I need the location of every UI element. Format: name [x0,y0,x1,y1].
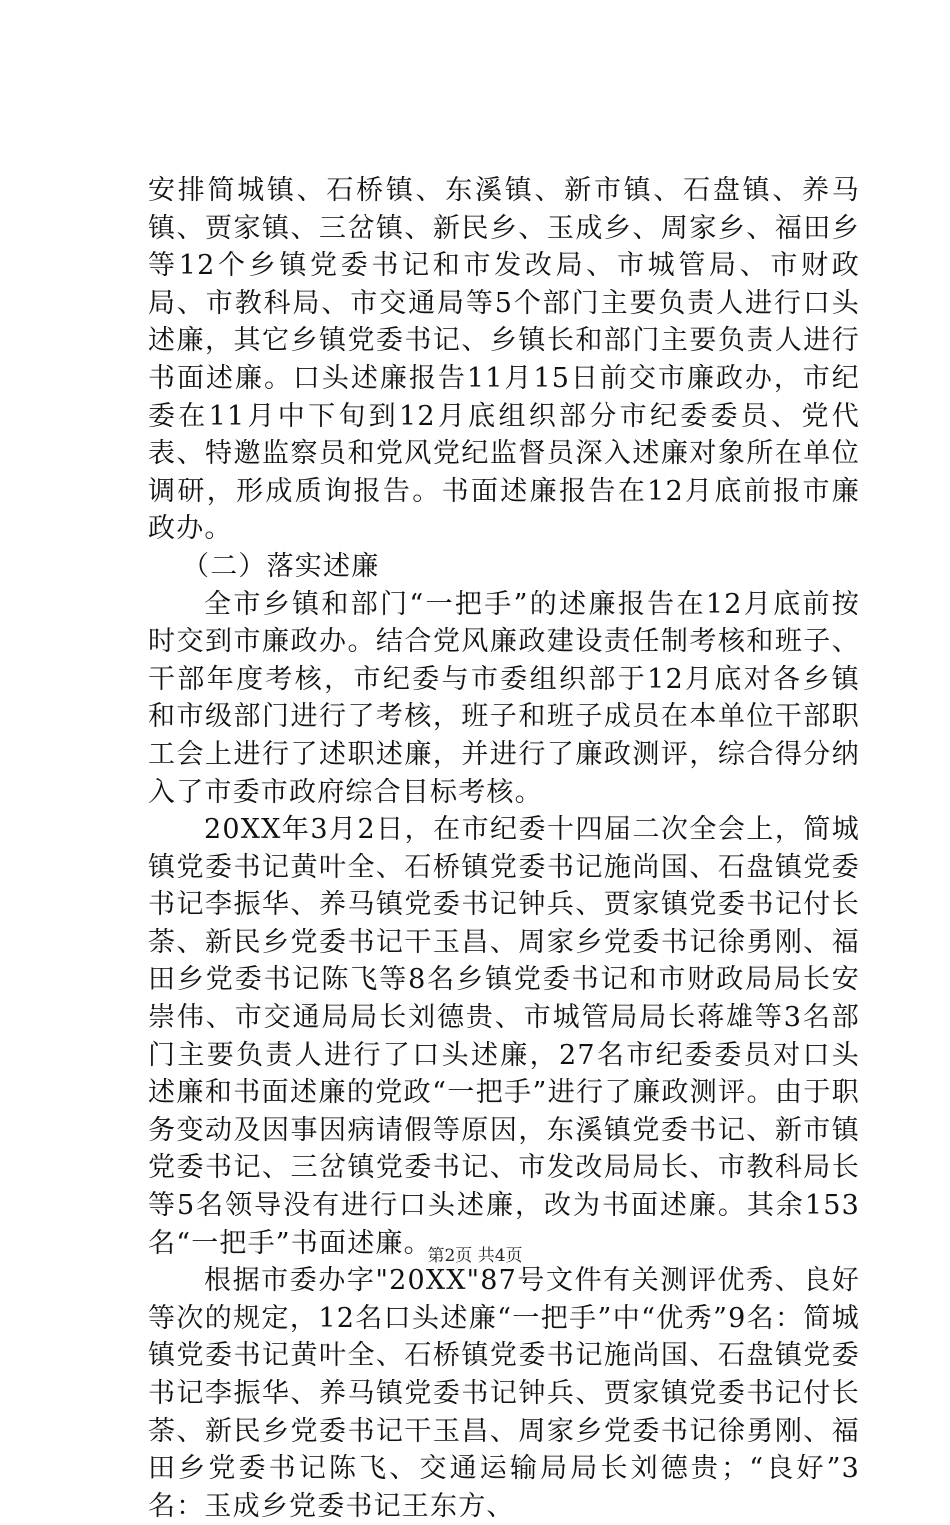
document-body [148,172,860,1525]
paragraph-evaluation-results: 根据市委办字"20XX"87号文件有关测评优秀、良好等次的规定，12名口头述廉“一把手”中“优秀”9名：简城镇党委书记黄叶全、石桥镇党委书记施尚国、石盘镇党委书记李振华、养马镇党委书记钟兵、贾家镇党委书记付长荼、新民乡党委书记干玉昌、周家乡党委书记徐勇刚、福田乡党委书记陈飞、交通运输局局长刘德贵；“良好”3名：玉成乡党委书记王东方、 [148,1265,860,1522]
paragraph-implementation: 全市乡镇和部门“一把手”的述廉报告在12月底前按时交到市廉政办。结合党风廉政建设责任制考核和班子、干部年度考核，市纪委与市委组织部于12月底对各乡镇和市级部门进行了考核，班子和班子成员在本单位干部职工会上进行了述职述廉，并进行了廉政测评，综合得分纳入了市委市政府综合目标考核。 [148,588,860,808]
paragraph-plenary-session: 20XX年3月2日，在市纪委十四届二次全会上，简城镇党委书记黄叶全、石桥镇党委书记施尚国、石盘镇党委书记李振华、养马镇党委书记钟兵、贾家镇党委书记付长荼、新民乡党委书记干玉昌、周家乡党委书记徐勇刚、福田乡党委书记陈飞等8名乡镇党委书记和市财政局局长安崇伟、市交通局局长刘德贵、市城管局局长蒋雄等3名部门主要负责人进行了口头述廉，27名市纪委委员对口头述廉和书面述廉的党政“一把手”进行了廉政测评。由于职务变动及因事因病请假等原因，东溪镇党委书记、新市镇党委书记、三岔镇党委书记、市发改局局长、市教科局长等5名领导没有进行口头述廉，改为书面述廉。其余153名“一把手”书面述廉。 [148,814,860,1259]
page-footer: 第2页 共4页 [427,1246,523,1266]
section-heading: （二）落实述廉 [182,550,380,582]
paragraph-schedule: 安排简城镇、石桥镇、东溪镇、新市镇、石盘镇、养马镇、贾家镇、三岔镇、新民乡、玉成乡、周家乡、福田乡等12个乡镇党委书记和市发改局、市城管局、市财政局、市教科局、市交通局等5个部门主要负责人进行口头述廉，其它乡镇党委书记、乡镇长和部门主要负责人进行书面述廉。口头述廉报告11月15日前交市廉政办，市纪委在11月中下旬到12月底组织部分市纪委委员、党代表、特邀监察员和党风党纪监督员深入述廉对象所在单位调研，形成质询报告。书面述廉报告在12月底前报市廉政办。 [148,175,860,545]
